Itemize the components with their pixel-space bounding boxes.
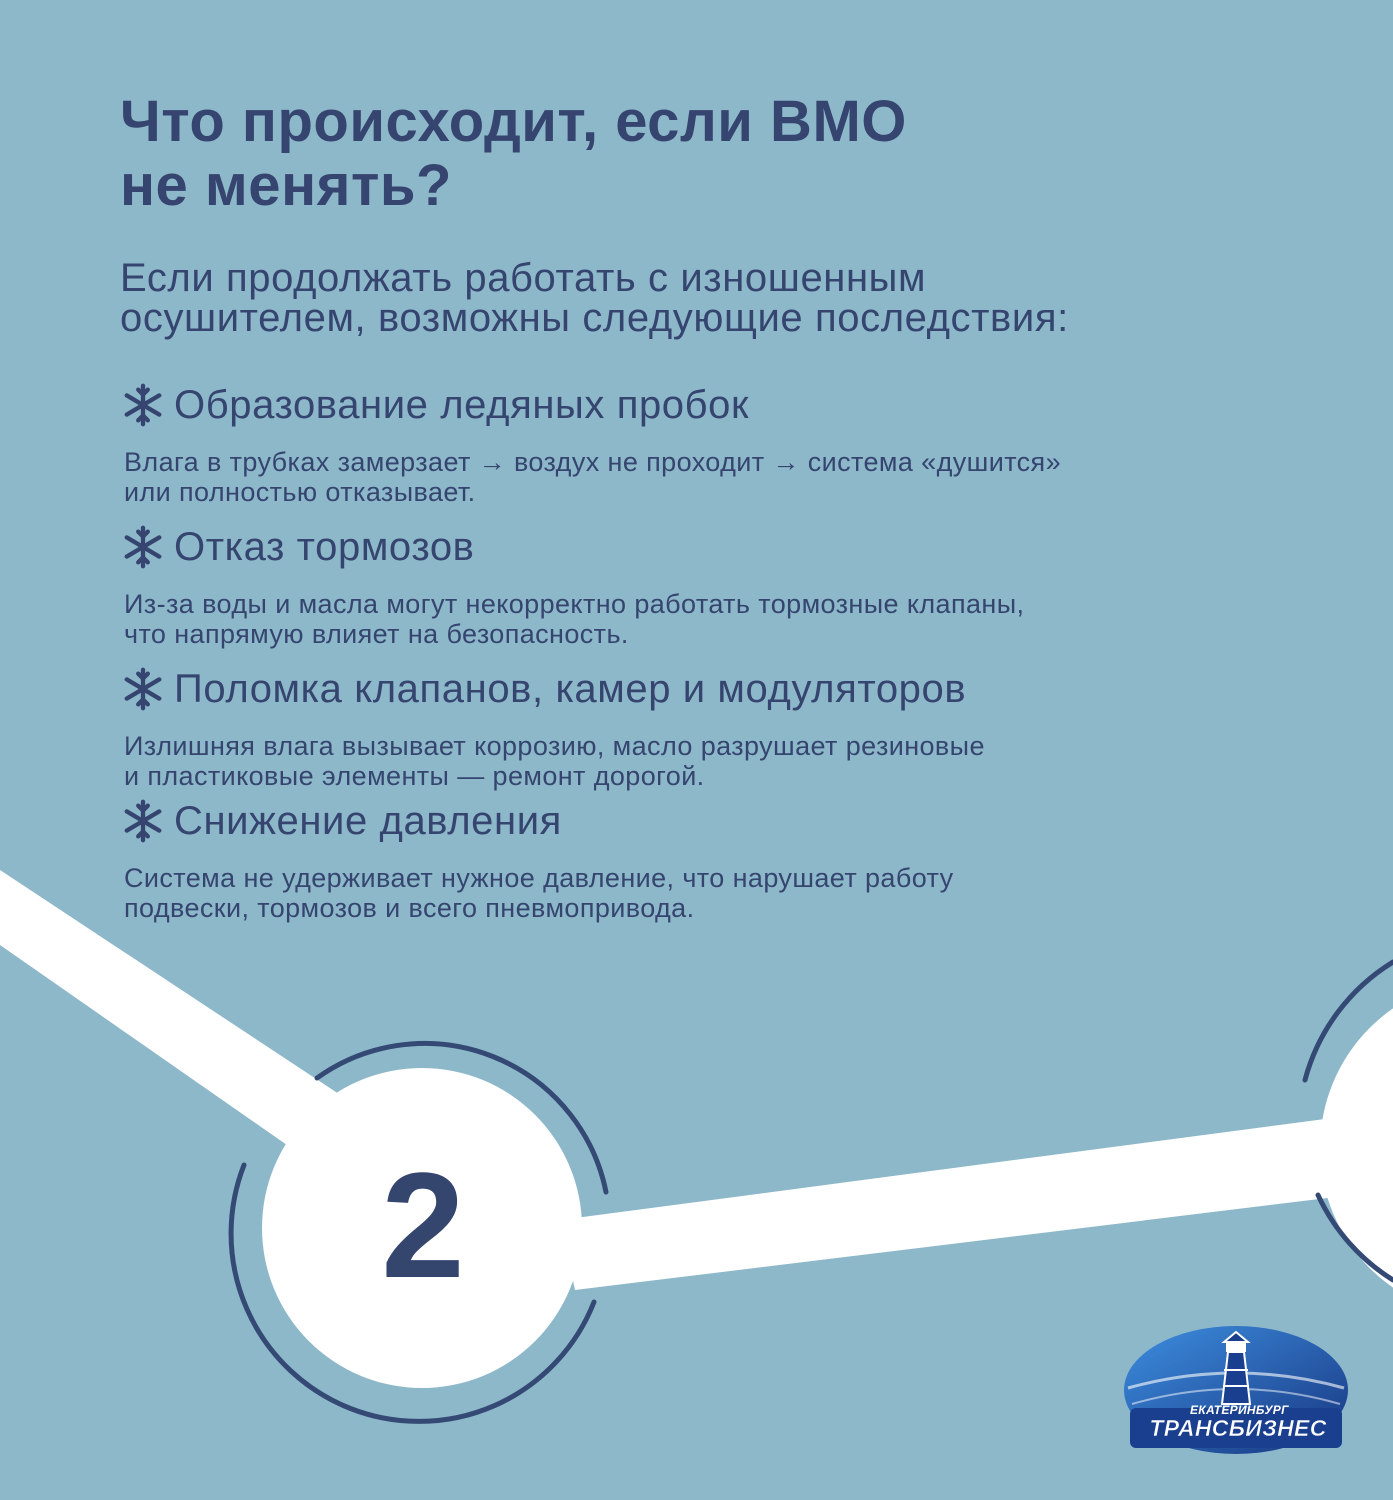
consequence-title-text: Поломка клапанов, камер и модуляторов <box>174 667 967 711</box>
logo-name-text: ТРАНСБИЗНЕС <box>1149 1415 1327 1441</box>
connector-line-right <box>560 1110 1393 1290</box>
consequence-title-3 <box>120 666 966 712</box>
step-number: 2 <box>381 1141 465 1309</box>
consequence-title-4 <box>120 798 562 844</box>
consequence-title-2 <box>120 524 475 570</box>
consequence-title-1 <box>120 382 749 428</box>
snowflake-icon <box>120 524 166 570</box>
snowflake-icon <box>120 666 166 712</box>
consequence-title-text: Образование ледяных пробок <box>174 383 750 427</box>
next-step-circle <box>1320 978 1393 1318</box>
consequence-text-1: Влага в трубках замерзает → воздух не проходит → система «душится» или полностью отказывает. <box>124 447 1061 507</box>
page-title: Что происходит, если ВМО не менять? <box>120 89 907 218</box>
snowflake-icon <box>120 798 166 844</box>
intro-text: Если продолжать работать с изношенным осушителем, возможны следующие последствия: <box>120 256 1069 340</box>
consequence-text-3: Излишняя влага вызывает коррозию, масло разрушает резиновые и пластиковые элементы — ремонт дорогой. <box>124 731 985 791</box>
snowflake-icon <box>120 382 166 428</box>
consequence-title-text: Отказ тормозов <box>174 525 475 569</box>
consequence-text-4: Система не удерживает нужное давление, что нарушает работу подвески, тормозов и всего пневмопривода. <box>124 863 954 923</box>
consequence-text-2: Из-за воды и масла могут некорректно работать тормозные клапаны, что напрямую влияет на безопасность. <box>124 589 1025 649</box>
logo-city-text: ЕКАТЕРИНБУРГ <box>1190 1403 1289 1417</box>
consequence-title-text: Снижение давления <box>174 799 562 843</box>
lighthouse-icon <box>1222 1332 1250 1404</box>
